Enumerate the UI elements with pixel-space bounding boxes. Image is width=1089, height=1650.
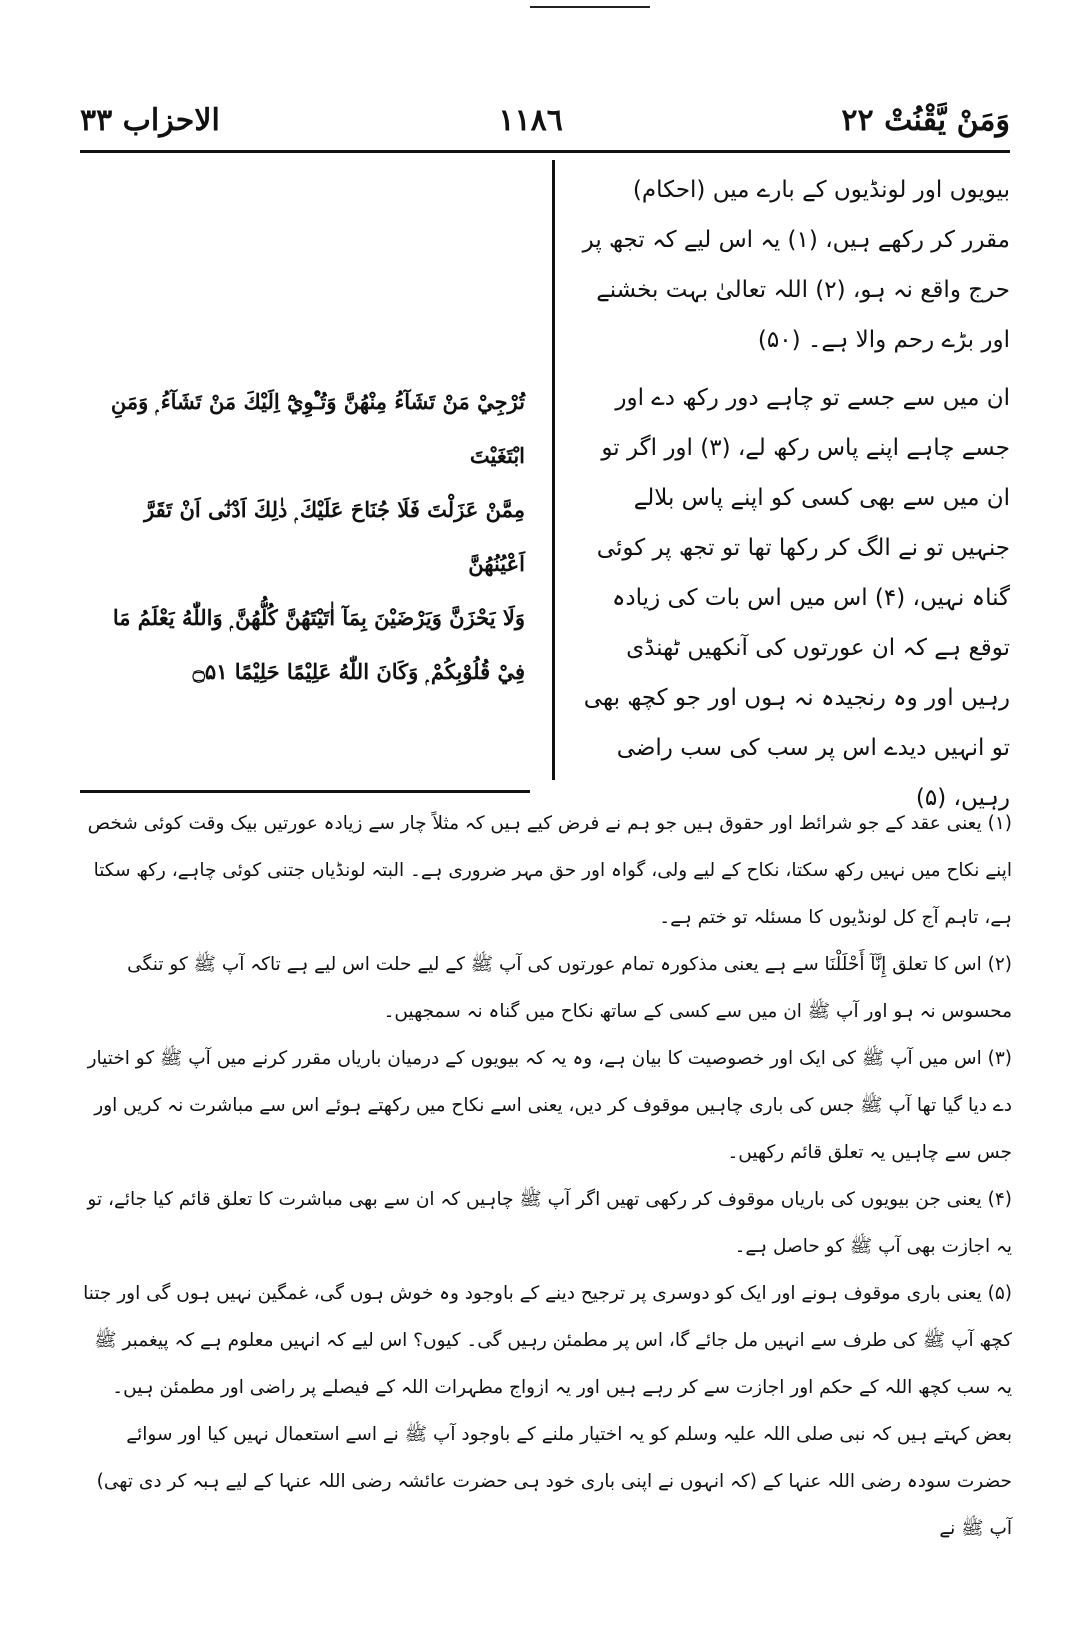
footnote-4: (۴) یعنی جن بیویوں کی باریاں موقوف کر رکھی تھیں اگر آپ ﷺ چاہیں کہ ان سے بھی مباشرت کا تعلق قائم کیا جائے، تو یہ اجازت بھی آپ ﷺ کو حاصل ہے۔ — [87, 1189, 1012, 1257]
header-rule — [80, 150, 1010, 153]
arabic-line: تُرْجِيْ مَنْ تَشَآءُ مِنْهُنَّ وَتُـْٔوِيْٓ اِلَيْكَ مَنْ تَشَآءُ ۭ وَمَنِ ابْتَغَيْتَ — [110, 389, 525, 468]
arabic-verse-column — [85, 375, 525, 684]
footnote-1: (۱) یعنی عقد کے جو شرائط اور حقوق ہیں جو ہم نے فرض کیے ہیں کہ مثلاً چار سے زیادہ عورتیں بیک وقت کوئی شخص اپنے نکاح میں نہیں رکھ سکتا، نکاح کے لیے ولی، گواہ اور حق مہر ضروری ہے۔ البتہ لونڈیاں جتنی کوئی چاہے، رکھ سکتا ہے، تاہم آج کل لونڈیوں کا مسئلہ تو ختم ہے۔ — [87, 813, 1012, 928]
column-divider — [552, 160, 555, 780]
arabic-line: فِيْ قُلُوْبِكُمْ ۭ وَكَانَ اللّٰهُ عَلِيْمًا حَلِيْمًا ۝۵۱ — [192, 659, 525, 684]
arabic-line: وَلَا يَحْزَنَّ وَيَرْضَيْنَ بِمَآ اٰتَيْتَهُنَّ كُلُّهُنَّ ۭ وَاللّٰهُ يَعْلَمُ مَا — [112, 605, 525, 630]
translation-column — [580, 165, 1010, 811]
arabic-line: مِمَّنْ عَزَلْتَ فَلَا جُنَاحَ عَلَيْكَ ۭ ذٰلِكَ اَدْنٰٓى اَنْ تَقَرَّ اَعْيُنُهُنَّ — [144, 497, 525, 576]
surah-title: الاحزاب ٣٣ — [80, 102, 220, 138]
footnotes — [80, 800, 1012, 1630]
juz-title: وَمَنْ يَّقْنُتْ ٢٢ — [841, 102, 1010, 138]
page-header — [80, 90, 1010, 150]
footnote-5: (۵) یعنی باری موقوف ہونے اور ایک کو دوسری پر ترجیح دینے کے باوجود وہ خوش ہوں گی، غمگین نہیں ہوں گی اور جتنا کچھ آپ ﷺ کی طرف سے انہیں مل جائے گا، اس پر مطمئن رہیں گی۔ کیوں؟ اس لیے کہ انہیں معلوم ہے کہ پیغمبر ﷺ یہ سب کچھ اللہ کے حکم اور اجازت سے کر رہے ہیں اور یہ ازواج مطہرات اللہ کے فیصلے پر راضی اور مطمئن ہیں۔ بعض کہتے ہیں کہ نبی صلی اللہ علیہ وسلم کو یہ اختیار ملنے کے باوجود آپ ﷺ نے اسے استعمال نہیں کیا اور سوائے حضرت سودہ رضی اللہ عنہا کے (کہ انہوں نے اپنی باری خود ہی حضرت عائشہ رضی اللہ عنہا کے لیے ہبہ کر دی تھی) آپ ﷺ نے — [83, 1283, 1012, 1539]
footnote-rule — [80, 790, 530, 793]
translation-paragraph: بیویوں اور لونڈیوں کے بارے میں (احکام) مقرر کر رکھے ہیں، (۱) یہ اس لیے کہ تجھ پر حرج واقع نہ ہو، (۲) اللہ تعالیٰ بہت بخشنے اور بڑے رحم والا ہے۔ (۵۰) — [582, 177, 1010, 353]
footnote-3: (۳) اس میں آپ ﷺ کی ایک اور خصوصیت کا بیان ہے، وہ یہ کہ بیویوں کے درمیان باریاں مقرر کرنے میں آپ ﷺ کو اختیار دے دیا گیا تھا آپ ﷺ جس کی باری چاہیں موقوف کر دیں، یعنی اسے نکاح میں رکھتے ہوئے اس سے مباشرت نہ کریں اور جس سے چاہیں یہ تعلق قائم رکھیں۔ — [87, 1048, 1012, 1163]
footnote-2: (۲) اس کا تعلق إِنَّآ أَحْلَلْنَا سے ہے یعنی مذکورہ تمام عورتوں کی آپ ﷺ کے لیے حلت اس لیے ہے تاکہ آپ ﷺ کو تنگی محسوس نہ ہو اور آپ ﷺ ان میں سے کسی کے ساتھ نکاح میں گناہ نہ سمجھیں۔ — [127, 954, 1012, 1022]
page-number: ١١٨٦ — [498, 102, 563, 138]
translation-paragraph: ان میں سے جسے تو چاہے دور رکھ دے اور جسے چاہے اپنے پاس رکھ لے، (۳) اور اگر تو ان میں سے بھی کسی کو اپنے پاس بلالے جنہیں تو نے الگ کر رکھا تھا تو تجھ پر کوئی گناہ نہیں، (۴) اس میں اس بات کی زیادہ توقع ہے کہ ان عورتوں کی آنکھیں ٹھنڈی رہیں اور وہ رنجیدہ نہ ہوں اور جو کچھ بھی تو انہیں دیدے اس پر سب کی سب راضی رہیں، (۵) — [583, 385, 1010, 811]
top-rule — [530, 6, 650, 8]
